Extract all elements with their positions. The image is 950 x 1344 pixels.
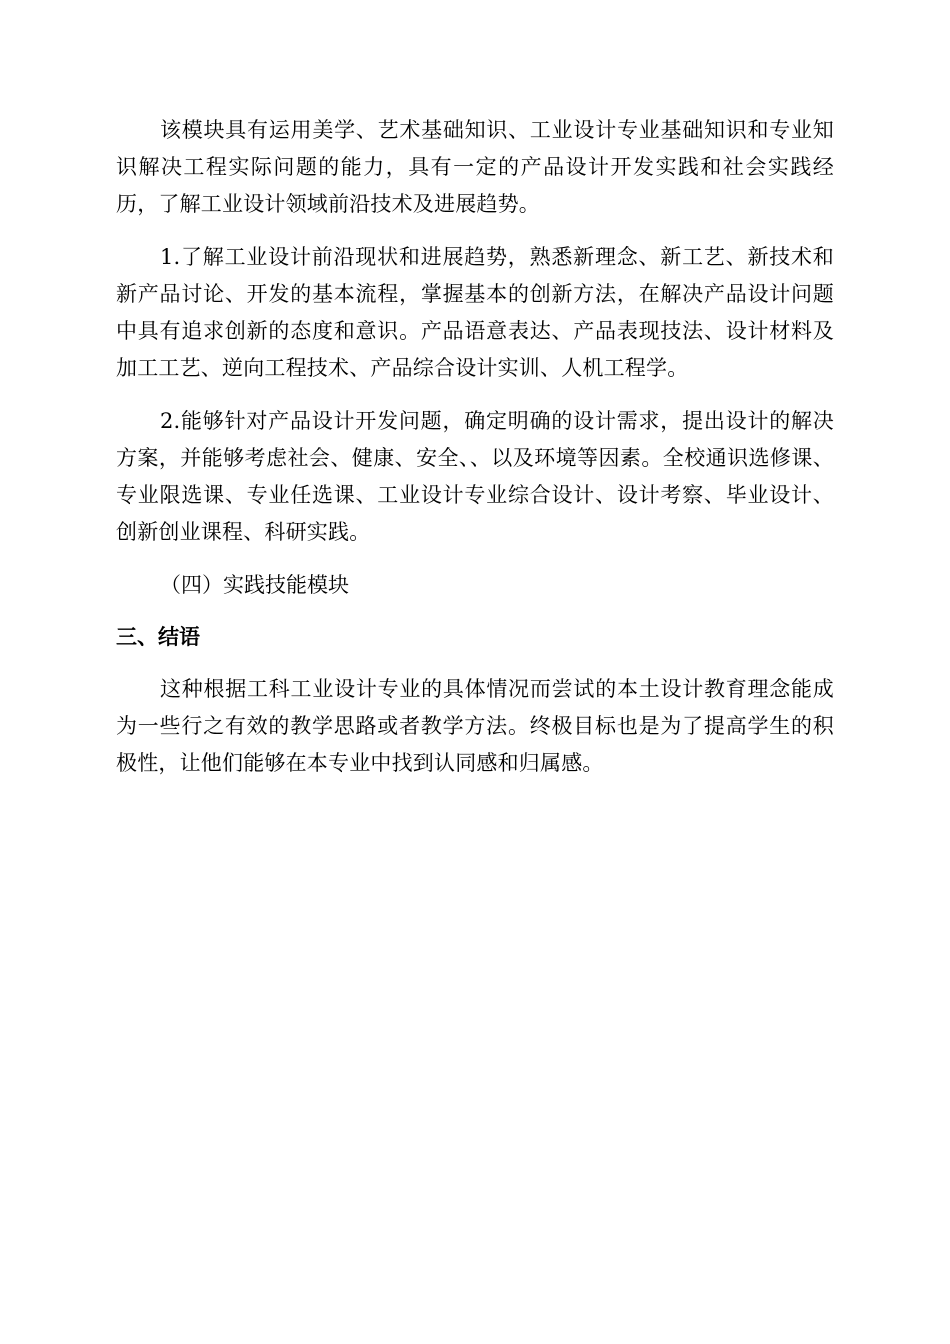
section-heading-conclusion: 三、结语 [116,625,200,649]
paragraph-point-1: 1.了解工业设计前沿现状和进展趋势，熟悉新理念、新工艺、新技术和新产品讨论、开发的基本流程，掌握基本的创新方法，在解决产品设计问题中具有追求创新的态度和意识。产品语意表达、产品表现技法、设计材料及加工工艺、逆向工程技术、产品综合设计实训、人机工程学。 [116,245,834,380]
section-subheading: （四）实践技能模块 [160,573,349,597]
paragraph-module-intro: 该模块具有运用美学、艺术基础知识、工业设计专业基础知识和专业知识解决工程实际问题的能力，具有一定的产品设计开发实践和社会实践经历，了解工业设计领域前沿技术及进展趋势。 [116,118,834,216]
document-body [116,112,834,798]
paragraph-point-2: 2.能够针对产品设计开发问题，确定明确的设计需求，提出设计的解决方案，并能够考虑社会、健康、安全、、以及环境等因素。全校通识选修课、专业限选课、专业任选课、工业设计专业综合设计、设计考察、毕业设计、创新创业课程、科研实践。 [116,409,834,544]
paragraph-conclusion: 这种根据工科工业设计专业的具体情况而尝试的本土设计教育理念能成为一些行之有效的教学思路或者教学方法。终极目标也是为了提高学生的积极性，让他们能够在本专业中找到认同感和归属感。 [116,677,834,775]
